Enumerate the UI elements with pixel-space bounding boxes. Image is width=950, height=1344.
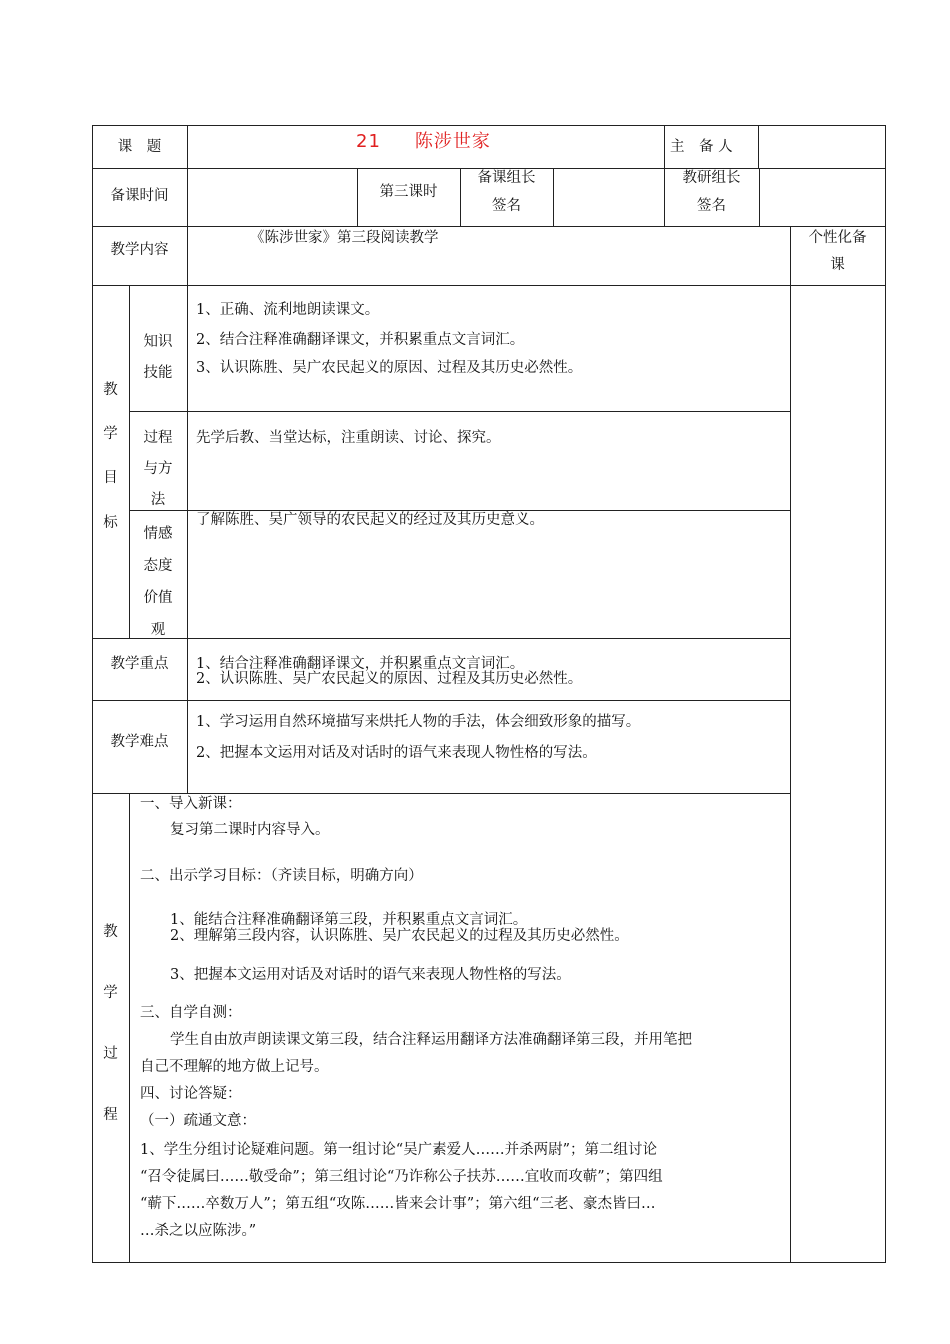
lesson-label: 第三课时: [379, 184, 438, 200]
process-line: 2、理解第三段内容，认识陈胜、吴广农民起义的过程及其历史必然性。: [170, 928, 629, 944]
process-line: “蕲下……卒数万人”；第五组“攻陈……皆来会计事”；第六组“三老、豪杰皆曰…: [140, 1196, 656, 1212]
knowledge-label-2: 技能: [143, 365, 173, 381]
title-text: 陈涉世家: [414, 131, 491, 152]
process-line: 四、讨论答疑：: [140, 1086, 242, 1102]
research-leader-label-2: 签名: [697, 198, 726, 214]
group-leader-label-2: 签名: [492, 198, 521, 214]
process-method-text: 先学后教、当堂达标，注重朗读、讨论、探究。: [196, 430, 501, 446]
process-char: 过: [103, 1046, 118, 1062]
process-line: “召令徒属曰……敬受命”；第三组讨论“乃诈称公子扶苏……宜收而攻蕲”；第四组: [140, 1169, 663, 1185]
personal-prep-label-2: 课: [830, 257, 845, 273]
emotion-label-1: 情感: [143, 526, 173, 542]
knowledge-item: 3、认识陈胜、吴广农民起义的原因、过程及其历史必然性。: [196, 360, 583, 376]
process-line: 三、自学自测：: [140, 1005, 242, 1021]
process-method-label-2: 与方: [143, 461, 173, 477]
title-number: 21: [356, 131, 381, 152]
process-method-label-3: 法: [150, 492, 166, 508]
preparer-label: 主 备 人: [670, 139, 733, 155]
preparer-value[interactable]: [760, 127, 884, 167]
process-line: 学生自由放声朗读课文第三段，结合注释运用翻译方法准确翻译第三段，并用笔把: [170, 1032, 692, 1048]
process-line: （一）疏通文意：: [140, 1113, 256, 1129]
key-points-label: 教学重点: [110, 656, 169, 672]
group-leader-label-1: 备课组长: [477, 170, 536, 186]
process-char: 学: [103, 985, 118, 1001]
process-char: 程: [103, 1107, 118, 1123]
process-char: 教: [103, 924, 118, 940]
knowledge-item: 1、正确、流利地朗读课文。: [196, 302, 380, 318]
process-line: …杀之以应陈涉。”: [140, 1223, 257, 1239]
key-point-item: 2、认识陈胜、吴广农民起义的原因、过程及其历史必然性。: [196, 671, 583, 687]
process-line: 1、能结合注释准确翻译第三段，并积累重点文言词汇。: [170, 912, 528, 928]
process-line: 自己不理解的地方做上记号。: [140, 1059, 329, 1075]
difficulties-label: 教学难点: [110, 734, 169, 750]
prep-time-value[interactable]: [189, 170, 356, 225]
emotion-label-4: 观: [150, 622, 166, 638]
difficulty-item: 1、学习运用自然环境描写来烘托人物的手法，体会细致形象的描写。: [196, 714, 641, 730]
lesson-title: [356, 132, 491, 152]
key-point-item: 1、结合注释准确翻译课文，并积累重点文言词汇。: [196, 656, 525, 672]
research-leader-label-1: 教研组长: [682, 170, 741, 186]
difficulty-item: 2、把握本文运用对话及对话时的语气来表现人物性格的写法。: [196, 745, 597, 761]
process-line: 复习第二课时内容导入。: [170, 822, 330, 838]
process-method-label-1: 过程: [143, 430, 173, 446]
prep-time-label: 备课时间: [110, 188, 169, 204]
emotion-label-2: 态度: [143, 558, 173, 574]
knowledge-item: 2、结合注释准确翻译课文，并积累重点文言词汇。: [196, 332, 525, 348]
objectives-char: 学: [103, 426, 118, 442]
personal-prep-label-1: 个性化备: [808, 230, 867, 246]
objectives-char: 标: [103, 515, 118, 531]
process-line: 二、出示学习目标：（齐读目标，明确方向）: [140, 868, 423, 884]
research-leader-signature[interactable]: [761, 170, 884, 225]
group-leader-signature[interactable]: [555, 170, 663, 225]
content-label: 教学内容: [110, 242, 169, 258]
knowledge-label-1: 知识: [143, 334, 173, 350]
content-text: 《陈涉世家》第三段阅读教学: [250, 230, 439, 246]
subject-label: 课 题: [117, 139, 162, 155]
objectives-char: 目: [103, 470, 118, 486]
emotion-text: 了解陈胜、吴广领导的农民起义的经过及其历史意义。: [196, 512, 544, 528]
objectives-char: 教: [103, 382, 118, 398]
process-line: 3、把握本文运用对话及对话时的语气来表现人物性格的写法。: [170, 967, 571, 983]
emotion-label-3: 价值: [143, 590, 173, 606]
process-line: 1、学生分组讨论疑难问题。第一组讨论“吴广素爱人……并杀两尉”；第二组讨论: [140, 1142, 658, 1158]
process-line: 一、导入新课：: [140, 796, 242, 812]
